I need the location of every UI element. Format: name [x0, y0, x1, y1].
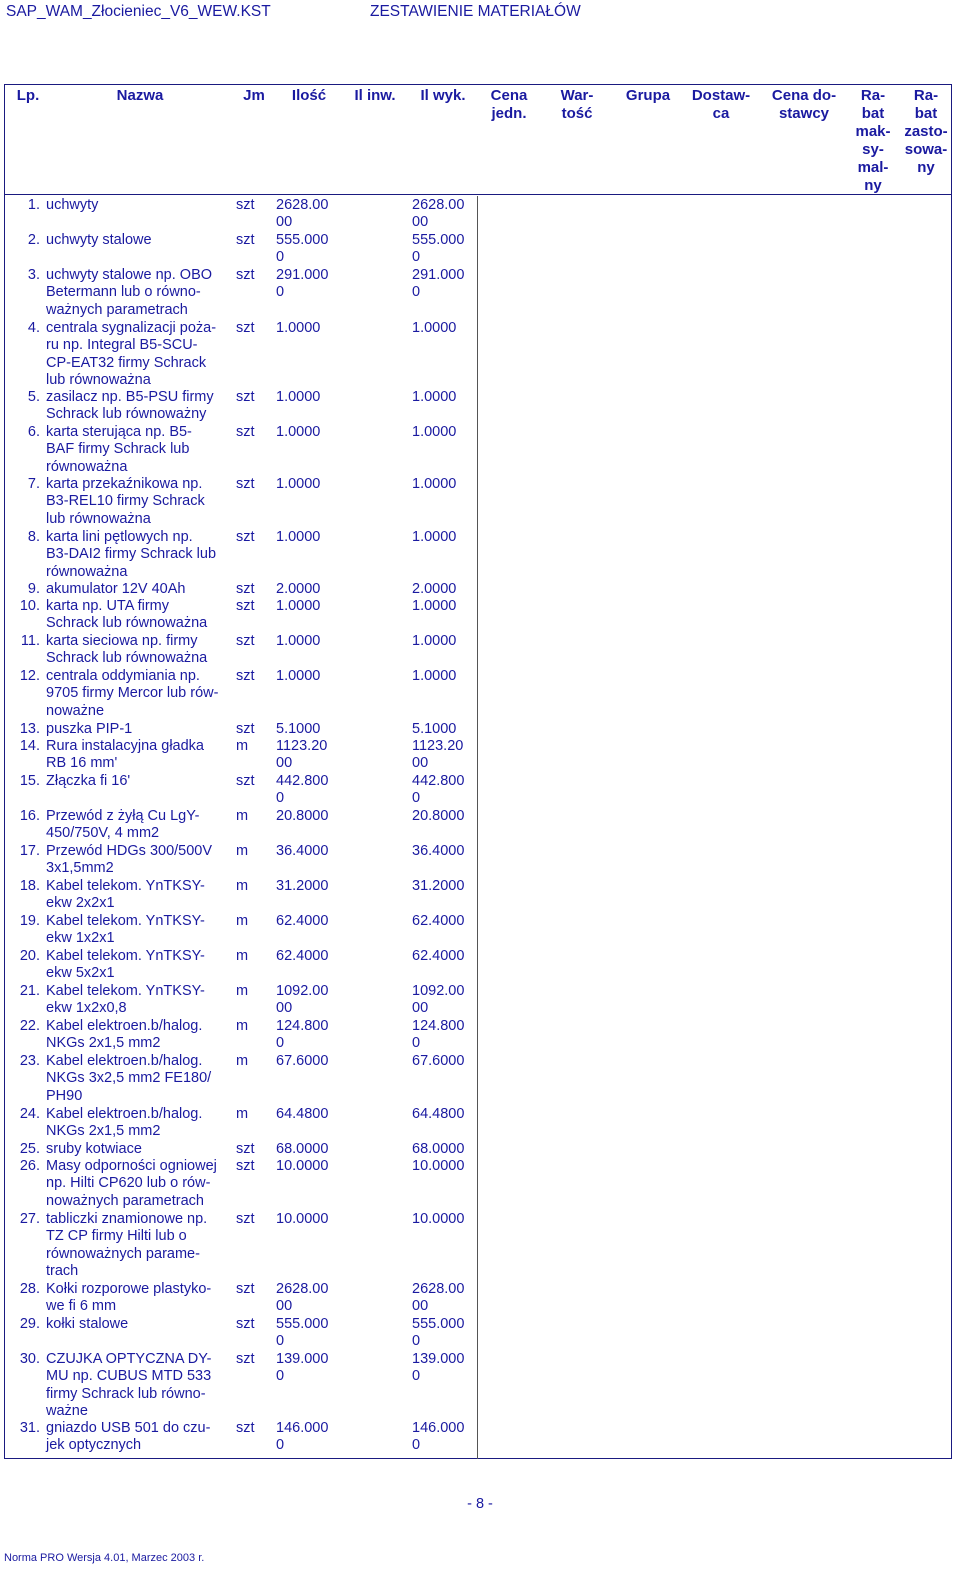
row-name: tabliczki znamionowe np. TZ CP firmy Hilti lub o równoważnych parame- trach	[46, 1211, 208, 1280]
row-quantity: 139.000 0	[276, 1351, 329, 1385]
col-header-rabat-zastosowany: Ra- bat zasto- sowa- ny	[904, 87, 948, 176]
row-lp: 20.	[19, 948, 40, 964]
row-unit: m	[236, 738, 249, 754]
row-name: Kołki rozporowe plastyko- we fi 6 mm	[46, 1281, 212, 1315]
row-quantity: 442.800 0	[276, 773, 329, 807]
row-name: CZUJKA OPTYCZNA DY- MU np. CUBUS MTD 533 firmy Schrack lub równo- ważne	[46, 1351, 212, 1420]
row-quantity-executed: 31.2000	[412, 878, 465, 894]
row-unit: szt	[236, 598, 255, 614]
row-unit: szt	[236, 424, 255, 440]
row-name: Złączka fi 16'	[46, 773, 131, 789]
row-unit: m	[236, 808, 249, 824]
row-lp: 16.	[19, 808, 40, 824]
row-quantity-executed: 124.800 0	[412, 1018, 465, 1052]
row-quantity-executed: 68.0000	[412, 1141, 465, 1157]
row-lp: 22.	[19, 1018, 40, 1034]
row-quantity: 2628.00 00	[276, 197, 329, 231]
col-header-ilosc: Ilość	[291, 87, 327, 104]
row-quantity-executed: 1.0000	[412, 668, 457, 684]
row-lp: 9.	[27, 581, 40, 597]
column-divider	[477, 196, 478, 1459]
row-quantity: 1.0000	[276, 424, 321, 440]
col-header-dostawca: Dostaw- ca	[691, 87, 751, 122]
row-quantity: 1.0000	[276, 529, 321, 545]
row-lp: 23.	[19, 1053, 40, 1069]
row-lp: 2.	[27, 232, 40, 248]
row-unit: szt	[236, 581, 255, 597]
row-name: centrala oddymiania np. 9705 firmy Mercor lub rów- noważne	[46, 668, 219, 719]
row-quantity-executed: 67.6000	[412, 1053, 465, 1069]
row-quantity-executed: 2628.00 00	[412, 1281, 465, 1315]
row-unit: szt	[236, 267, 255, 283]
row-unit: szt	[236, 1351, 255, 1367]
row-name: puszka PIP-1	[46, 721, 133, 737]
col-header-cena-jedn: Cena jedn.	[490, 87, 528, 122]
row-name: Kabel elektroen.b/halog. NKGs 2x1,5 mm2	[46, 1018, 203, 1052]
row-quantity-executed: 1123.20 00	[412, 738, 464, 772]
row-quantity-executed: 1.0000	[412, 633, 457, 649]
row-quantity: 1.0000	[276, 389, 321, 405]
row-quantity: 1.0000	[276, 633, 321, 649]
row-quantity-executed: 62.4000	[412, 948, 465, 964]
row-lp: 14.	[19, 738, 40, 754]
software-version-note: Norma PRO Wersja 4.01, Marzec 2003 r.	[4, 1552, 205, 1564]
row-lp: 25.	[19, 1141, 40, 1157]
row-lp: 12.	[19, 668, 40, 684]
col-header-lp: Lp.	[16, 87, 40, 104]
row-quantity: 555.000 0	[276, 232, 329, 266]
page-number: - 8 -	[467, 1496, 493, 1512]
row-name: Kabel elektroen.b/halog. NKGs 3x2,5 mm2 FE180/ PH90	[46, 1053, 212, 1104]
row-unit: m	[236, 878, 249, 894]
row-quantity-executed: 2628.00 00	[412, 197, 465, 231]
row-lp: 7.	[27, 476, 40, 492]
row-name: karta lini pętlowych np. B3-DAI2 firmy Schrack lub równoważna	[46, 529, 217, 580]
row-unit: szt	[236, 1281, 255, 1297]
row-name: Kabel telekom. YnTKSY- ekw 2x2x1	[46, 878, 205, 912]
row-lp: 26.	[19, 1158, 40, 1174]
row-name: Przewód HDGs 300/500V 3x1,5mm2	[46, 843, 213, 877]
row-lp: 24.	[19, 1106, 40, 1122]
row-unit: szt	[236, 668, 255, 684]
row-quantity-executed: 5.1000	[412, 721, 457, 737]
row-quantity-executed: 1.0000	[412, 424, 457, 440]
row-quantity-executed: 555.000 0	[412, 232, 465, 266]
row-quantity-executed: 62.4000	[412, 913, 465, 929]
row-quantity: 1.0000	[276, 476, 321, 492]
row-name: Rura instalacyjna gładka RB 16 mm'	[46, 738, 204, 772]
row-name: gniazdo USB 501 do czu- jek optycznych	[46, 1420, 211, 1454]
col-header-il-inw: Il inw.	[354, 87, 396, 104]
row-unit: szt	[236, 1316, 255, 1332]
row-quantity-executed: 1.0000	[412, 389, 457, 405]
row-unit: szt	[236, 773, 255, 789]
row-unit: szt	[236, 721, 255, 737]
row-name: karta np. UTA firmy Schrack lub równoważna	[46, 598, 208, 632]
row-quantity: 20.8000	[276, 808, 329, 824]
row-quantity-executed: 1.0000	[412, 598, 457, 614]
row-unit: m	[236, 983, 249, 999]
row-quantity: 555.000 0	[276, 1316, 329, 1350]
row-unit: m	[236, 948, 249, 964]
row-unit: szt	[236, 197, 255, 213]
row-quantity: 68.0000	[276, 1141, 329, 1157]
row-quantity-executed: 1.0000	[412, 320, 457, 336]
row-quantity: 1092.00 00	[276, 983, 329, 1017]
row-name: Kabel telekom. YnTKSY- ekw 1x2x0,8	[46, 983, 205, 1017]
row-quantity: 2628.00 00	[276, 1281, 329, 1315]
row-unit: szt	[236, 1211, 255, 1227]
row-unit: m	[236, 1053, 249, 1069]
row-quantity: 67.6000	[276, 1053, 329, 1069]
row-quantity: 10.0000	[276, 1211, 329, 1227]
row-lp: 17.	[19, 843, 40, 859]
row-quantity: 291.000 0	[276, 267, 329, 301]
row-lp: 28.	[19, 1281, 40, 1297]
row-quantity-executed: 20.8000	[412, 808, 465, 824]
row-quantity: 62.4000	[276, 948, 329, 964]
header-divider	[4, 194, 952, 195]
col-header-jm: Jm	[243, 87, 265, 104]
row-unit: m	[236, 1106, 249, 1122]
row-unit: szt	[236, 529, 255, 545]
row-unit: m	[236, 913, 249, 929]
row-quantity: 1.0000	[276, 668, 321, 684]
row-lp: 3.	[27, 267, 40, 283]
row-lp: 1.	[27, 197, 40, 213]
row-quantity: 146.000 0	[276, 1420, 329, 1454]
row-quantity-executed: 442.800 0	[412, 773, 465, 807]
row-quantity-executed: 555.000 0	[412, 1316, 465, 1350]
row-name: centrala sygnalizacji poża- ru np. Integral B5-SCU- CP-EAT32 firmy Schrack lub równoważna	[46, 320, 217, 389]
row-quantity: 1.0000	[276, 320, 321, 336]
row-unit: szt	[236, 1141, 255, 1157]
row-lp: 10.	[19, 598, 40, 614]
row-lp: 18.	[19, 878, 40, 894]
row-quantity-executed: 146.000 0	[412, 1420, 465, 1454]
row-quantity: 36.4000	[276, 843, 329, 859]
row-name: uchwyty stalowe np. OBO Betermann lub o równo- ważnych parametrach	[46, 267, 213, 318]
row-name: karta przekaźnikowa np. B3-REL10 firmy Schrack lub równoważna	[46, 476, 205, 527]
document-file-name: SAP_WAM_Złocieniec_V6_WEW.KST	[6, 3, 271, 20]
row-quantity-executed: 139.000 0	[412, 1351, 465, 1385]
col-header-rabat-maksymalny: Ra- bat mak- sy- mal- ny	[855, 87, 891, 194]
row-unit: szt	[236, 633, 255, 649]
row-quantity-executed: 64.4800	[412, 1106, 465, 1122]
col-header-il-wyk: Il wyk.	[420, 87, 466, 104]
row-quantity-executed: 291.000 0	[412, 267, 465, 301]
row-quantity: 2.0000	[276, 581, 321, 597]
row-lp: 31.	[19, 1420, 40, 1436]
row-quantity-executed: 1092.00 00	[412, 983, 465, 1017]
row-unit: m	[236, 1018, 249, 1034]
row-unit: szt	[236, 476, 255, 492]
row-name: sruby kotwiace	[46, 1141, 142, 1157]
row-lp: 30.	[19, 1351, 40, 1367]
row-unit: szt	[236, 232, 255, 248]
row-quantity: 64.4800	[276, 1106, 329, 1122]
row-unit: m	[236, 843, 249, 859]
row-quantity: 5.1000	[276, 721, 321, 737]
document-title: ZESTAWIENIE MATERIAŁÓW	[370, 3, 581, 20]
row-quantity: 124.800 0	[276, 1018, 329, 1052]
row-lp: 11.	[20, 633, 40, 649]
row-unit: szt	[236, 1420, 255, 1436]
row-lp: 27.	[19, 1211, 40, 1227]
row-name: Kabel telekom. YnTKSY- ekw 5x2x1	[46, 948, 205, 982]
row-lp: 19.	[19, 913, 40, 929]
row-name: uchwyty stalowe	[46, 232, 152, 248]
row-name: uchwyty	[46, 197, 99, 213]
row-unit: szt	[236, 320, 255, 336]
row-quantity: 62.4000	[276, 913, 329, 929]
row-quantity: 10.0000	[276, 1158, 329, 1174]
row-lp: 5.	[27, 389, 40, 405]
row-quantity-executed: 36.4000	[412, 843, 465, 859]
row-quantity: 31.2000	[276, 878, 329, 894]
col-header-grupa: Grupa	[625, 87, 671, 104]
row-unit: szt	[236, 389, 255, 405]
row-lp: 29.	[19, 1316, 40, 1332]
row-name: kołki stalowe	[46, 1316, 129, 1332]
row-quantity: 1.0000	[276, 598, 321, 614]
row-quantity-executed: 1.0000	[412, 476, 457, 492]
row-name: Przewód z żyłą Cu LgY- 450/750V, 4 mm2	[46, 808, 200, 842]
row-lp: 8.	[27, 529, 40, 545]
row-name: Masy odporności ogniowej np. Hilti CP620 lub o rów- noważnych parametrach	[46, 1158, 217, 1209]
row-lp: 4.	[27, 320, 40, 336]
col-header-wartosc: War- tość	[560, 87, 594, 122]
row-quantity-executed: 2.0000	[412, 581, 457, 597]
row-name: zasilacz np. B5-PSU firmy Schrack lub równoważny	[46, 389, 214, 423]
row-unit: szt	[236, 1158, 255, 1174]
col-header-cena-dostawcy: Cena do- stawcy	[771, 87, 837, 122]
row-lp: 15.	[19, 773, 40, 789]
col-header-nazwa: Nazwa	[116, 87, 164, 104]
row-lp: 13.	[19, 721, 40, 737]
row-quantity: 1123.20 00	[276, 738, 328, 772]
row-lp: 21.	[19, 983, 40, 999]
row-quantity-executed: 1.0000	[412, 529, 457, 545]
row-quantity-executed: 10.0000	[412, 1158, 465, 1174]
row-name: karta sterująca np. B5- BAF firmy Schrack lub równoważna	[46, 424, 192, 475]
row-name: Kabel elektroen.b/halog. NKGs 2x1,5 mm2	[46, 1106, 203, 1140]
row-quantity-executed: 10.0000	[412, 1211, 465, 1227]
row-name: Kabel telekom. YnTKSY- ekw 1x2x1	[46, 913, 205, 947]
row-name: akumulator 12V 40Ah	[46, 581, 186, 597]
row-name: karta sieciowa np. firmy Schrack lub równoważna	[46, 633, 208, 667]
row-lp: 6.	[27, 424, 40, 440]
